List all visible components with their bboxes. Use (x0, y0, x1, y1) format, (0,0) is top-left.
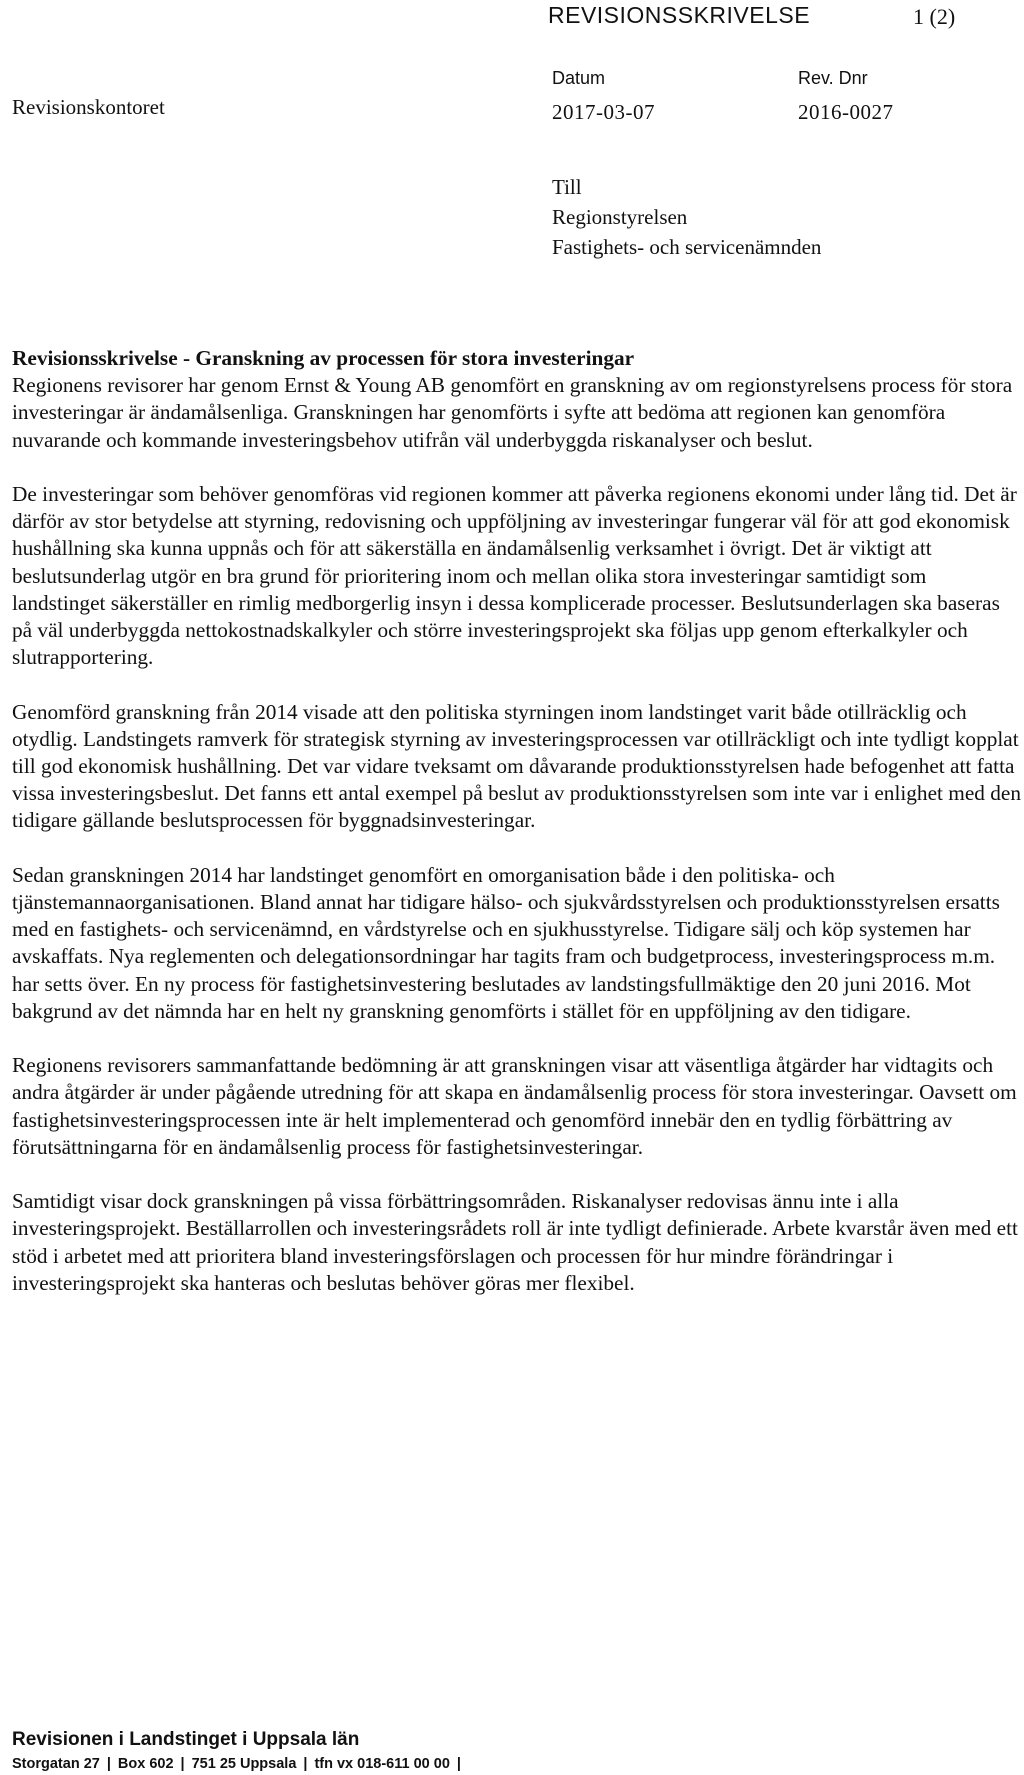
office-name: Revisionskontoret (12, 95, 165, 119)
date-value: 2017-03-07 (552, 100, 655, 124)
footer-box: Box 602 (117, 1756, 174, 1772)
footer-address: Storgatan 27 (12, 1756, 100, 1772)
letter-body (12, 345, 1024, 1324)
footer-phone: tfn vx 018-611 00 00 (314, 1756, 450, 1772)
recipients-label: Till (552, 175, 582, 199)
body-paragraph: De investeringar som behöver genomföras vid regionen kommer att påverka regionens ekonomi under lång tid. Det är därför av stor betydelse att styrning, redovisning och uppföljning av investeringar fungerar väl för att god ekonomisk hushållning ska kunna uppnås och för att säkerställa en ändamålsenlig verksamhet i övrigt. Det är viktigt att beslutsunderlag utgör en bra grund för prioritering inom och mellan olika stora investeringar samtidigt som landstinget säkerställer en rimlig medborgerlig insyn i dessa komplicerade processer. Beslutsunderlagen ska baseras på väl underbyggda nettokostnadskalkyler och större investeringsprojekt ska följas upp genom efterkalkyler och slutrapportering. (12, 482, 1017, 670)
footer-contact (12, 1755, 468, 1773)
body-paragraph: Regionens revisorer har genom Ernst & Young AB genomfört en granskning av om regionstyrelsens process för stora investeringar är ändamålsenliga. Granskningen har genomförts i syfte att bedöma att regionen kan genomföra nuvarande och kommande investeringsbehov utifrån väl underbyggda riskanalyser och beslut. (12, 373, 1013, 452)
page-number: 1 (2) (913, 4, 956, 29)
document-type: REVISIONSSKRIVELSE (548, 2, 811, 28)
date-label: Datum (552, 68, 606, 88)
recipient-item: Fastighets- och servicenämnden (552, 235, 822, 259)
footer-separator: | (303, 1756, 308, 1772)
reference-label: Rev. Dnr (798, 68, 868, 88)
footer-postal: 751 25 Uppsala (191, 1756, 297, 1772)
body-paragraph: Regionens revisorers sammanfattande bedömning är att granskningen visar att väsentliga åtgärder har vidtagits och andra åtgärder är under pågående utredning för att skapa en ändamålsenlig process för stora investeringar. Oavsett om fastighetsinvesteringsprocessen inte är helt implementerad och genomförd innebär den en tydlig förbättring av förutsättningarna för en ändamålsenlig process för fastighetsinvesteringar. (12, 1053, 1017, 1159)
body-paragraph: Sedan granskningen 2014 har landstinget genomfört en omorganisation både i den politiska- och tjänstemannaorganisationen. Bland annat har tidigare hälso- och sjukvårdsstyrelsen och produktionsstyrelsen ersatts med en fastighets- och servicenämnd, en vårdstyrelse och en sjukhusstyrelse. Tidigare sälj och köp systemen har avskaffats. Nya reglementen och delegationsordningar har tagits fram och budgetprocess, investeringsprocess m.m. har setts över. En ny process för fastighetsinvestering beslutades av landstingsfullmäktige den 20 juni 2016. Mot bakgrund av det nämnda har en helt ny granskning genomförts i stället för en uppföljning av den tidigare. (12, 862, 1000, 1023)
footer-organization: Revisionen i Landstinget i Uppsala län (12, 1729, 360, 1750)
letter-heading: Revisionsskrivelse - Granskning av processen för stora investeringar (12, 346, 635, 370)
reference-value: 2016-0027 (798, 100, 894, 124)
footer-separator: | (456, 1756, 461, 1772)
recipients-block (552, 172, 821, 262)
recipient-item: Regionstyrelsen (552, 205, 688, 229)
footer-separator: | (180, 1756, 185, 1772)
body-paragraph: Samtidigt visar dock granskningen på vissa förbättringsområden. Riskanalyser redovisas ännu inte i alla investeringsprojekt. Beställarrollen och investeringsrådets roll är inte tydligt definierade. Arbete kvarstår även med ett stöd i arbetet med att prioritera bland investeringsförslagen och processen för hur mindre förändringar i investeringsprojekt ska hanteras och beslutas behöver göras mer flexibel. (12, 1189, 1018, 1295)
body-paragraph: Genomförd granskning från 2014 visade att den politiska styrningen inom landstinget varit både otillräcklig och otydlig. Landstingets ramverk för strategisk styrning av investeringsprocessen var otillräckligt och inte tydligt kopplat till god ekonomisk hushållning. Det var vidare tveksamt om dåvarande produktionsstyrelsen hade befogenhet att fatta vissa investeringsbeslut. Det fanns ett antal exempel på beslut av produktionsstyrelsen som inte var i enlighet med den tidigare gällande beslutsprocessen för byggnadsinvesteringar. (12, 699, 1022, 833)
footer-separator: | (106, 1756, 111, 1772)
